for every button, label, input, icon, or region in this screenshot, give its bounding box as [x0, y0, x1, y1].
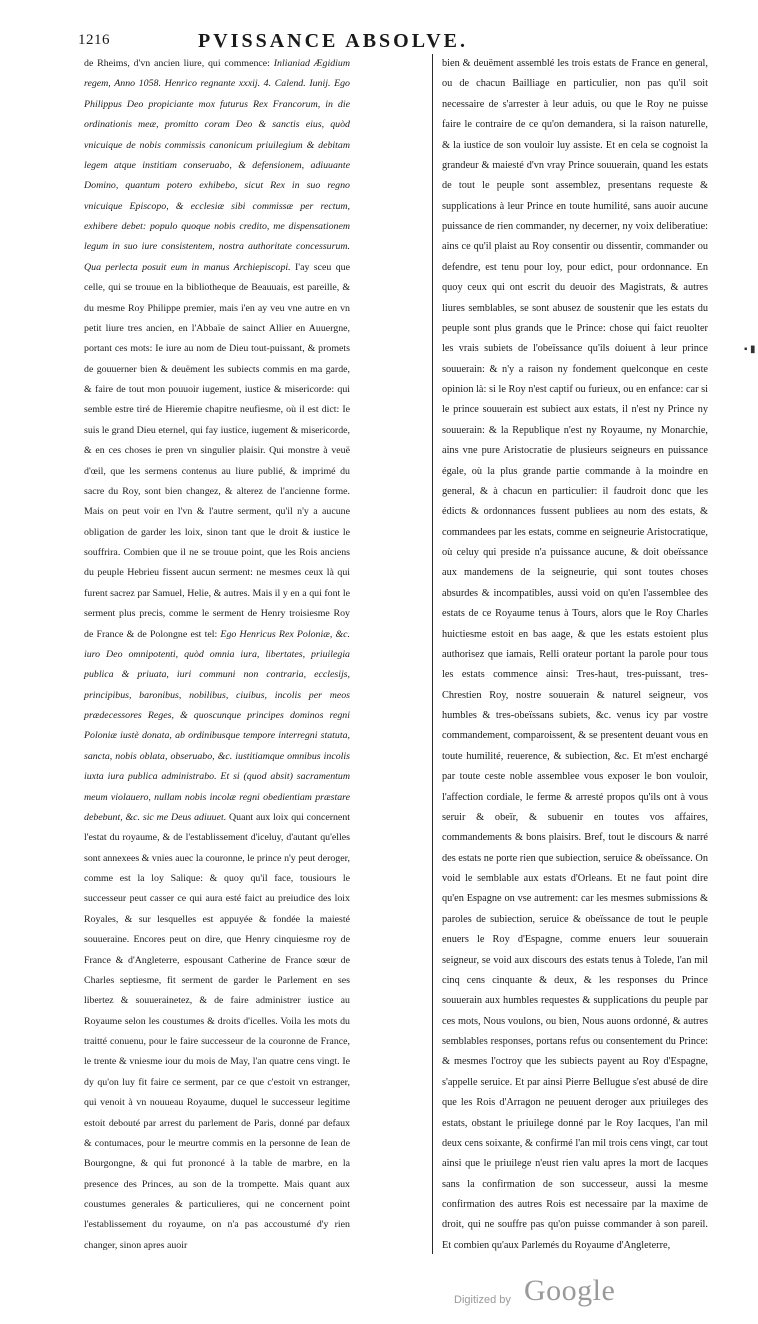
- french-text-2: Quant aux loix qui concernent l'estat du royaume, & de l'establissement d'iceluy, d'autant qu'elles sont annexees & vnies auec la couronne, le prince n'y peut deroger, comme est la loy Salique: & quoy qu'il face, tousiours le successeur peut casser ce qui aura esté faict au preiudice des loix Royales, & sur lesquelles est appuyée & fondée la maiesté souueraine. Encores peut on dire, que Henry cinquiesme roy de France & d'Angleterre, espousant Catherine de France sœur de Charles septiesme, fit serment de garder le Parlement en ses libertez & souuerainetez, & de faire administrer iustice au Royaume selon les coustumes & droits d'icelles. Voila les mots du traitté conuenu, pour le faire successeur de la couronne de France, le trente & vniesme iour du mois de May, l'an quatre cens vingt. Ie dy qu'on luy fit faire ce serment, par ce que c'estoit vn estranger, qui venoit à vn nouueau Royaume, duquel le successeur legitime estoit debouté par arrest du parlement de Paris, donné par defaux & contumaces, pour le meurtre commis en la personne de Iean de Bourgongne, & qui fut prononcé à la table de marbre, en la presence des Princes, au son de la trompette. Mais quant aux coustumes generales & particulieres, qui ne concernent point l'establissement du royaume, on n'a pas accoustumé d'y rien changer, sinon apres auoir: [84, 811, 350, 1251]
- right-paragraph: bien & deuëment assemblé les trois estats de France en general, ou de chacun Bailliage en particulier, non pas qu'il soit necessaire de s'arrester à leur aduis, ou que le Roy ne puisse faire le contraire de ce qu'on demandera, si la raison naturelle, & la iustice de son vouloir luy assiste. Et en cela se cognoist la grandeur & maiesté d'vn vray Prince souuerain, quand les estats de tout le peuple sont assemblez, presentans requeste & supplications à leur Prince en toute humilité, sans auoir aucune puissance de rien commander, ny decerner, ny voix deliberatiue: ains ce qu'il plaist au Roy consentir ou dissentir, commander ou defendre, est tenu pour loy, pour edict, pour ordonnance. En quoy ceux qui ont escrit du deuoir des Magistrats, & autres liures semblables, se sont abusez de soustenir que les estats du peuple sont plus grands que le Prince: chose qui faict reuolter les vrais subiets de l'obeïssance qu'ils doiuent à leur prince souuerain: & n'y a raison ny fondement quelconque en ceste opinion là: si le Roy n'est captif ou furieux, ou en enfance: car si le prince souuerain est subiect aux estats, il n'est ny Prince ny souuerain: & la Republique n'est ny Royaume, ny Monarchie, ains vne pure Aristocratie de plusieurs seigneurs en puissance égale, où la plus grande partie commande à la moindre en general, & à chacun en particulier: il faudroit donc que les édicts & ordonnances fussent publiees au nom des estats, & commandees par les estats, comme en seigneurie Aristocratique, où celuy qui preside n'a puissance aucune, & doit obeïssance aux mandemens de la seigneurie, qui sont toutes choses absurdes & incompatibles, aussi void on qu'en l'assemblee des estats de ce Royaume tenus à Tours, alors que le Roy Charles huictiesme estoit en bas aage, & que les estats estoient plus authorisez que iamais, Relli orateur portant la parole pour tous les estats commence ainsi: Tres-haut, tres-puissant, tres-Chrestien Roy, nostre souuerain & naturel seigneur, vos humbles & tres-obeïssans subiets, &c. venus icy par vostre commandement, comparoissent, & se presentent deuant vous en toute humilité, reuerence, & subiection, &c. Et m'est enchargé par toute ceste noble assemblee vous exposer le bon vouloir, l'affection cordiale, le ferme & arresté propos qu'ils ont à vous seruir & obeïr, & subuenir en toutes vos affaires, commandements & bons plaisirs. Bref, tout le discours & narré des estats ne porte rien que subiection, seruice & obeïssance. On void le semblable aux estats d'Orleans. Et ne faut point dire qu'en Espagne on vse autrement: car les mesmes submissions & paroles de subiection, seruice & obeïssance de tout le peuple enuers le Roy d'Espagne, comme enuers leur souuerain seigneur, se void aux discours des estats tenus à Tolede, l'an mil cinq cens cinquante & deux, & les responses du Prince souuerain aux humbles requestes & supplications du peuple par ces mots, Nous voulons, ou bien, Nous auons ordonné, & autres semblables responses, portans refus ou consentement du Prince: & mesmes l'octroy que les subiects payent au Roy d'Espagne, s'appelle seruice. Et par ainsi Pierre Bellugue s'est abusé de dire que les Rois d'Arragon ne peuuent deroger aux priuileges des estats, obstant le priuilege donné par le Roy Iacques, l'an mil deux cens soixante, & confirmé l'an mil trois cens vingt, car tout ainsi que le priuilege n'eust rien valu apres la mort de Iacques sans la confirmation de son successeur, aussi la mesme confirmation des autres Rois est necessaire par la maxime de droit, qui ne souffre pas qu'on puisse commander à son pareil. Et combien qu'aux Parlemés du Royaume d'Angleterre,: [442, 58, 708, 1251]
- google-logo: Google: [524, 1274, 616, 1307]
- left-column: [84, 54, 350, 1256]
- watermark-prefix: Digitized by: [454, 1294, 511, 1306]
- column-divider: [432, 54, 433, 1254]
- page-header: [78, 30, 616, 54]
- google-watermark: [454, 1274, 634, 1312]
- latin-oath-philippe: Inlianiad Ægidium regem, Anno 1058. Henrico regnante xxxij. 4. Calend. Iunij. Ego Philippus Deo propiciante mox futurus Rex Francorum, in die ordinationis meæ, promitto coram Deo & sanctis eius, quòd vnicuique de nobis commissis canonicum priuilegium & debitam legem atque institiam conseruabo, & defensionem, adiuuante Domino, quantum potero exhibebo, sicut Rex in suo regno vnicuique Episcopo, & ecclesiæ sibi commissæ per rectum, exhibere debet: populo quoque nobis credito, me dispensationem legum in suo iure consistentem, nostra authoritate concessurum. Qua perlecta posuit eum in manus Archiepiscopi.: [84, 58, 350, 273]
- running-title: PVISSANCE ABSOLVE.: [198, 30, 469, 52]
- page-number: 1216: [78, 32, 110, 48]
- latin-oath-henri: Ego Henricus Rex Poloniæ, &c. iuro Deo omnipotenti, quòd omnia iura, libertates, priuilegia publica & priuata, iuri communi non contraria, ecclesijs, principibus, baronibus, nobilibus, ciuibus, incolis per meos prædecessores Reges, & quoscunque principes dominos regni Poloniæ iustè donata, ab ordinibusque tempore interregni statuta, sancta, nobis oblata, obseruabo, &c. iustitiamque omnibus incolis iuxta iura publica administrabo. Et si (quod absit) sacramentum meum violauero, nullam nobis incolæ regni obedientiam præstare debebunt, &c. sic me Deus adiuuet.: [84, 628, 351, 823]
- margin-mark: ▪ ▮: [744, 344, 756, 355]
- french-text-1: I'ay sceu que celle, qui se trouue en la bibliotheque de Beauuais, est pareille, & du mesme Roy Philippe premier, mais i'en ay veu vne autre en vn petit liure tres ancien, en l'Abbaïe de sainct Allier en Auuergne, portant ces mots: Ie iure au nom de Dieu tout-puissant, & promets de gouuerner bien & deuëment les subiects commis en ma garde, & faire de tout mon pouuoir iugement, iustice & misericorde: qui semble estre tiré de Hieremie chapitre neufiesme, où il est dict: Ie suis le grand Dieu eternel, qui fay iustice, iugement & misericorde, & en ces choses ie pren vn singulier plaisir. Qui monstre à veuë d'œil, que les sermens contenus au liure publié, & imprimé du sacre du Roy, sont bien changez, & alterez de l'ancienne forme. Mais on peut voir en l'vn & l'autre serment, qu'il n'y a aucune obligation de garder les loix, sinon tant que le droit & iustice le souffrira. Combien que il ne se trouue point, que les Rois anciens du peuple Hebrieu fissent aucun serment: ne mesmes ceux là qui furent sacrez par Samuel, Helie, & autres. Mais il y en a qui font le serment plus precis, comme le serment de Henry troisiesme Roy de France & de Polongne est tel:: [84, 261, 350, 640]
- right-column: [442, 54, 708, 1256]
- left-paragraph: de Rheims, d'vn ancien liure, qui commence: Inlianiad Ægidium regem, Anno 1058. Henrico regnante xxxij. 4. Calend. Iunij. Ego Philippus Deo propiciante mox futurus Rex Francorum, in die ordinationis meæ, promitto coram Deo & sanctis eius, quòd vnicuique de nobis commissis canonicum priuilegium & debitam legem atque institiam conseruabo, & defensionem, adiuuante Domino, quantum potero exhibebo, sicut Rex in suo regno vnicuique Episcopo, & ecclesiæ sibi commissæ per rectum, exhibere debet: populo quoque nobis credito, me dispensationem legum in suo iure consistentem, nostra authoritate concessurum. Qua perlecta posuit eum in manus Archiepiscopi. I'ay sceu que celle, qui se trouue en la bibliotheque de Beauuais, est pareille, & du mesme Roy Philippe premier, mais i'en ay veu vne autre en vn petit liure tres ancien, en l'Abbaïe de sainct Allier en Auuergne, portant ces mots: Ie iure au nom de Dieu tout-puissant, & promets de gouuerner bien & deuëment les subiects commis en ma garde, & faire de tout mon pouuoir iugement, iustice & misericorde: qui semble estre tiré de Hieremie chapitre neufiesme, où il est dict: Ie suis le grand Dieu eternel, qui fay iustice, iugement & misericorde, & en ces choses ie pren vn singulier plaisir. Qui monstre à veuë d'œil, que les sermens contenus au liure publié, & imprimé du sacre du Roy, sont bien changez, & alterez de l'ancienne forme. Mais on peut voir en l'vn & l'autre serment, qu'il n'y a aucune obligation de garder les loix, sinon tant que le droit & iustice le souffrira. Combien que il ne se trouue point, que les Rois anciens du peuple Hebrieu fissent aucun serment: ne mesmes ceux là qui furent sacrez par Samuel, Helie, & autres. Mais il y en a qui font le serment plus precis, comme le serment de Henry troisiesme Roy de France & de Polongne est tel: Ego Henricus Rex Poloniæ, &c. iuro Deo omnipotenti, quòd omnia iura, libertates, priuilegia publica & priuata, iuri communi non contraria, ecclesijs, principibus, baronibus, nobilibus, ciuibus, incolis per meos prædecessores Reges, & quoscunque principes dominos regni Poloniæ iustè donata, ab ordinibusque tempore interregni statuta, sancta, nobis oblata, obseruabo, &c. iustitiamque omnibus incolis iuxta iura publica administrabo. Et si (quod absit) sacramentum meum violauero, nullam nobis incolæ regni obedientiam præstare debebunt, &c. sic me Deus adiuuet. Quant aux loix qui concernent l'estat du royaume, & de l'establissement d'iceluy, d'autant qu'elles sont annexees & vnies auec la couronne, le prince n'y peut deroger, comme est la loy Salique: & quoy qu'il face, tousiours le successeur peut casser ce qui aura esté faict au preiudice des loix Royales, & sur lesquelles est appuyée & fondée la maiesté souueraine. Encores peut on dire, que Henry cinquiesme roy de France & d'Angleterre, espousant Catherine de France sœur de Charles septiesme, fit serment de garder le Parlement en ses libertez & souuerainetez, & de faire administrer iustice au Royaume selon les coustumes & droits d'icelles. Voila les mots du traitté conuenu, pour le faire successeur de la couronne de France, le trente & vniesme iour du mois de May, l'an quatre cens vingt. Ie dy qu'on luy fit faire ce serment, par ce que c'estoit vn estranger, qui venoit à vn nouueau Royaume, duquel le successeur legitime estoit debouté par arrest du parlement de Paris, donné par defaux & contumaces, pour le meurtre commis en la personne de Iean de Bourgongne, & qui fut prononcé à la table de marbre, en la presence des Princes, au son de la trompette. Mais quant aux coustumes generales & particulieres, qui ne concernent point l'establissement du royaume, on n'a pas accoustumé d'y rien changer, sinon apres auoir: [84, 58, 351, 1251]
